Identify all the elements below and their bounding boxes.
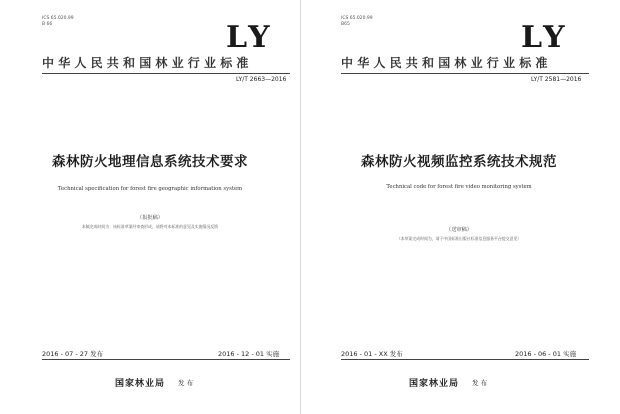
issuer-name: 国家林业局 [115, 379, 166, 389]
footer-rule [42, 359, 290, 360]
implement-date: 2016 - 12 - 01 实施 [218, 350, 280, 358]
standard-title-cn: 森林防火地理信息系统技术要求 [52, 154, 248, 170]
draft-status: （送审稿） [446, 227, 472, 233]
implement-date: 2016 - 06 - 01 实施 [515, 350, 577, 358]
standard-number: LY/T 2663—2016 [236, 76, 287, 83]
ics-code: ICS 65.020.99 [42, 16, 74, 21]
ly-logo: LY [521, 20, 568, 55]
issuing-org-title: 中华人民共和国林业行业标准 [42, 56, 253, 70]
issuing-org-title: 中华人民共和国林业行业标准 [341, 56, 552, 70]
publish-date: 2016 - 01 - XX 发布 [341, 350, 403, 358]
header-rule [42, 73, 290, 74]
ly-logo: LY [226, 20, 273, 55]
footer-rule [341, 359, 589, 360]
standard-title-cn: 森林防火视频监控系统技术规范 [361, 154, 557, 170]
issue-label: 发 布 [472, 379, 488, 387]
draft-status: （报批稿） [137, 215, 163, 221]
draft-note: （本草案完成时间为，请于中国标准出版社标准信息服务平台提交意见） [396, 236, 522, 241]
draft-note: 本稿完成时间为：该标准草案经审查形成，请将对本标准的意见及实施情况反馈 [81, 224, 219, 229]
standard-number: LY/T 2581—2016 [531, 76, 582, 83]
publish-date: 2016 - 07 - 27 发布 [42, 350, 104, 358]
ics-code: ICS 65.020.99 [341, 16, 373, 21]
standard-title-en: Technical code for forest fire video monitoring system [386, 184, 532, 190]
issuer-name: 国家林业局 [409, 379, 460, 389]
classification-code: B65 [341, 22, 350, 27]
classification-code: B 66 [42, 22, 53, 27]
issue-label: 发 布 [178, 379, 194, 387]
right-standard-cover [309, 0, 609, 414]
left-page-edge [300, 0, 301, 414]
left-standard-cover [0, 0, 300, 414]
standard-title-en: Technical specification for forest fire geographic information system [57, 186, 243, 192]
header-rule [341, 73, 589, 74]
